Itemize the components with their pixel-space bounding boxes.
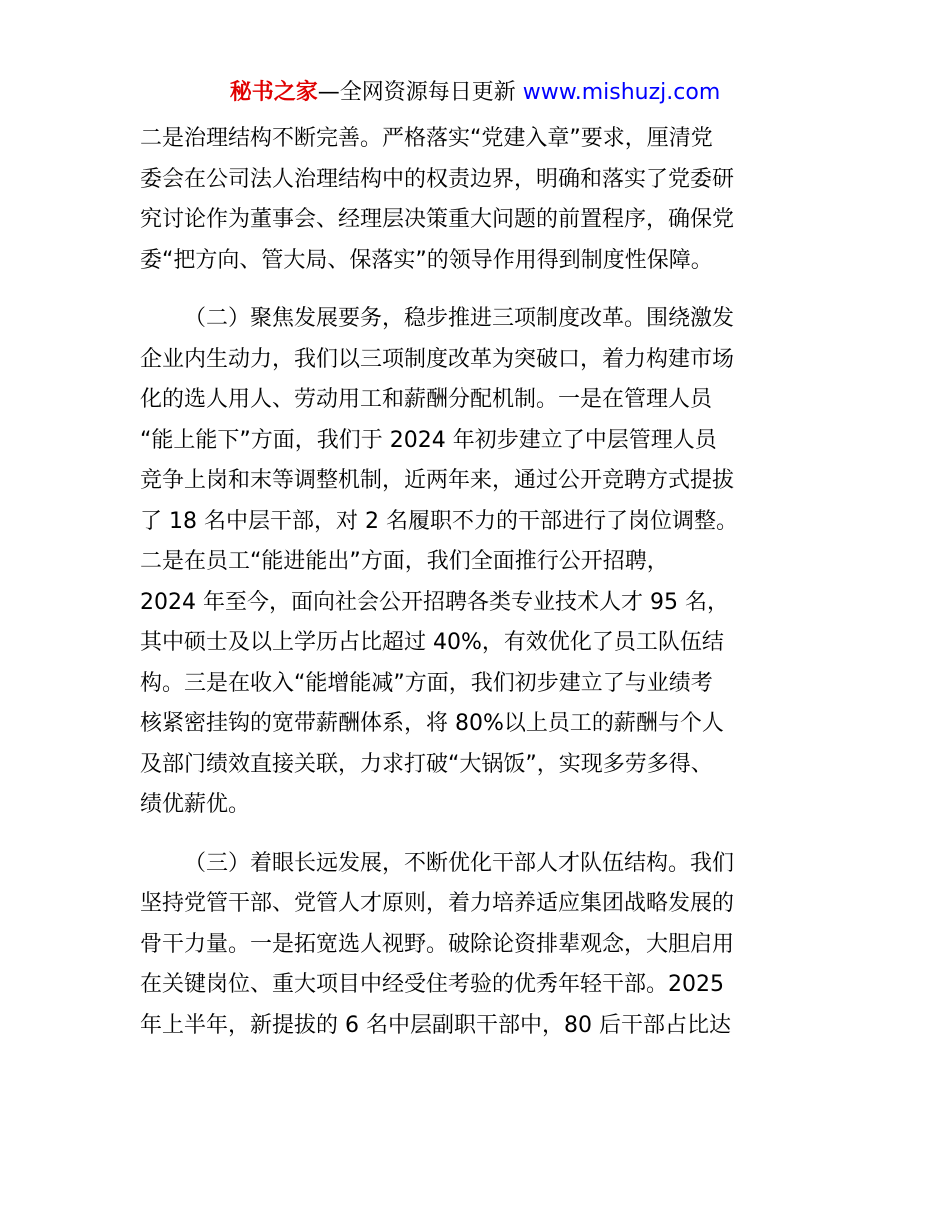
text-line: 化的选人用人、劳动用工和薪酬分配机制。一是在管理人员 <box>140 387 713 412</box>
text-line: 2024 年至今，面向社会公开招聘各类专业技术人才 95 名， <box>140 589 729 615</box>
text-line: 竞争上岗和末等调整机制，近两年来，通过公开竞聘方式提拔 <box>140 468 735 493</box>
paragraph-governance <box>140 119 812 281</box>
text-line: 在关键岗位、重大项目中经受住考验的优秀年轻干部。2025 <box>140 972 724 997</box>
text-line: 委会在公司法人治理结构中的权责边界，明确和落实了党委研 <box>140 166 735 192</box>
text-line: 委“把方向、管大局、保落实”的领导作用得到制度性保障。 <box>140 247 713 273</box>
paragraph-talent-structure <box>140 844 812 1047</box>
text-line: 构。三是在收入“能增能减”方面，我们初步建立了与业绩考 <box>140 670 713 696</box>
text-line: “能上能下”方面，我们于 2024 年初步建立了中层管理人员 <box>140 427 717 453</box>
site-brand: 秘书之家 <box>229 80 318 105</box>
text-line: 核紧密挂钩的宽带薪酬体系，将 80%以上员工的薪酬与个人 <box>140 711 724 736</box>
document-body <box>140 119 812 1046</box>
text-line: 坚持党管干部、党管人才原则，着力培养适应集团战略发展的 <box>140 891 735 916</box>
text-line: （二）聚焦发展要务，稳步推进三项制度改革。围绕激发 <box>184 306 735 331</box>
paragraph-three-reforms <box>140 299 812 826</box>
text-line: 企业内生动力，我们以三项制度改革为突破口，着力构建市场 <box>140 346 735 372</box>
site-tagline: —全网资源每日更新 <box>317 80 523 105</box>
text-line: 二是治理结构不断完善。严格落实“党建入章”要求，厘清党 <box>140 126 713 151</box>
site-header <box>0 78 950 108</box>
site-url-link[interactable]: www.mishuzj.com <box>522 80 721 105</box>
text-line: （三）着眼长远发展，不断优化干部人才队伍结构。我们 <box>184 850 735 876</box>
text-line: 了 18 名中层干部，对 2 名履职不力的干部进行了岗位调整。 <box>140 508 738 534</box>
text-line: 其中硕士及以上学历占比超过 40%，有效优化了员工队伍结 <box>140 630 724 655</box>
text-line: 二是在员工“能进能出”方面，我们全面推行公开招聘， <box>140 549 669 574</box>
text-line: 骨干力量。一是拓宽选人视野。破除论资排辈观念，大胆启用 <box>140 931 735 957</box>
text-line: 年上半年，新提拔的 6 名中层副职干部中，80 后干部占比达 <box>140 1012 731 1038</box>
text-line: 究讨论作为董事会、经理层决策重大问题的前置程序，确保党 <box>140 207 735 232</box>
text-line: 绩优薪优。 <box>140 792 251 817</box>
text-line: 及部门绩效直接关联，力求打破“大锅饭”，实现多劳多得、 <box>140 751 713 777</box>
